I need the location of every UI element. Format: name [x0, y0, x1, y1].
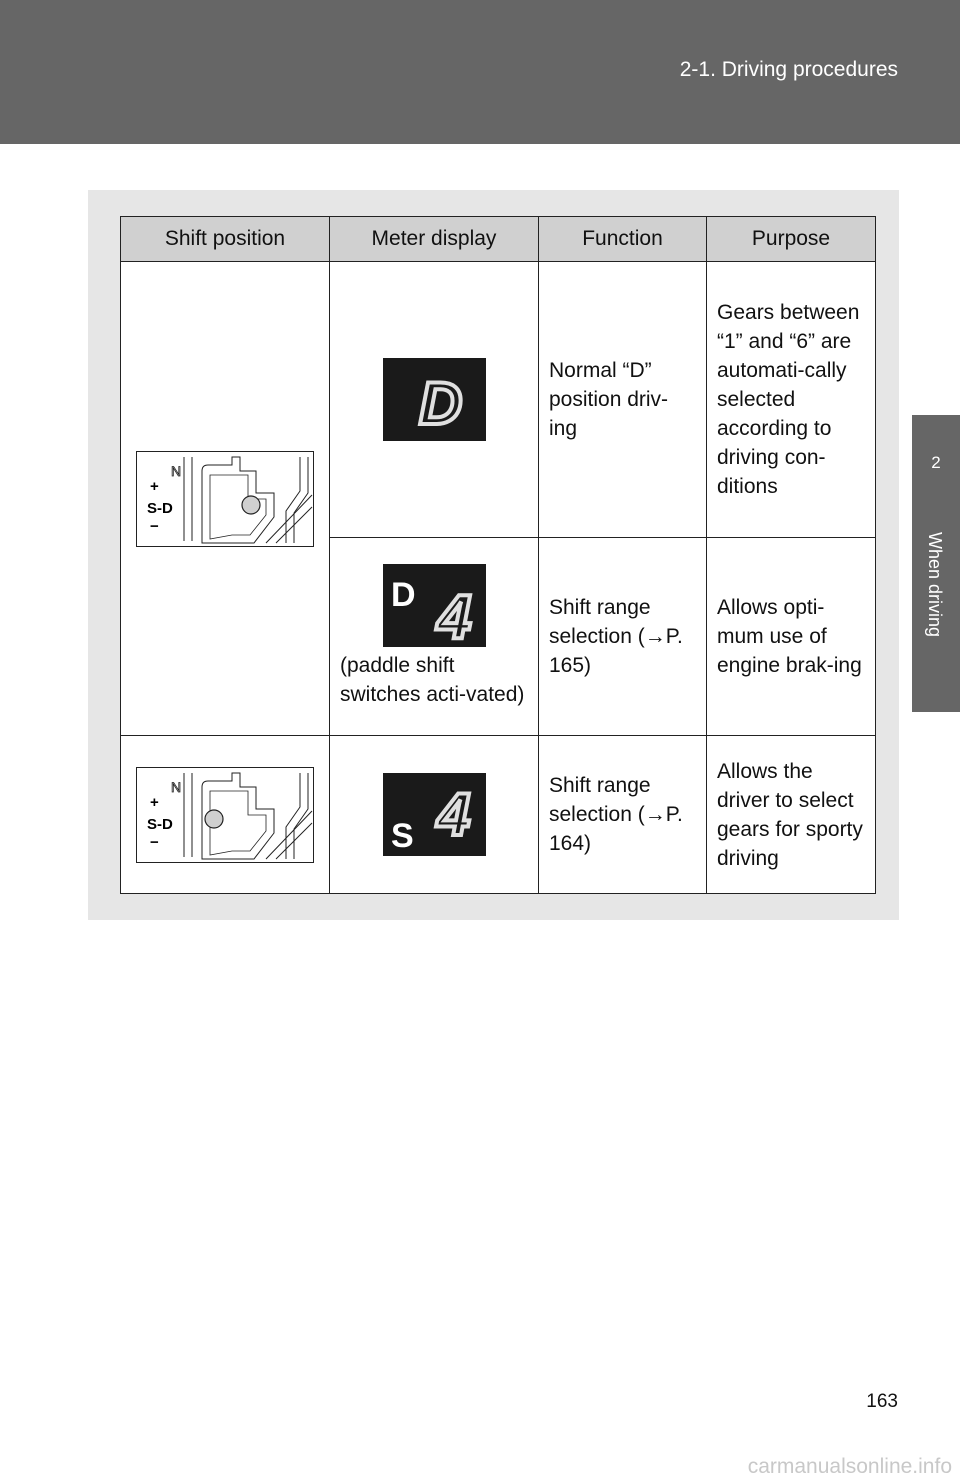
meter-d-glyph: D [390, 576, 416, 614]
selector-minus: − [150, 517, 159, 535]
chapter-tab [912, 415, 960, 518]
header-purpose: Purpose [707, 217, 876, 262]
chapter-label-tab [912, 518, 960, 712]
header-function: Function [539, 217, 707, 262]
purpose-cell: Gears between “1” and “6” are automati-cally selected according to driving con-ditions [707, 262, 876, 538]
shift-table [120, 216, 876, 894]
page-header [0, 0, 960, 144]
table-row [121, 736, 876, 894]
meter-s-glyph: S [390, 817, 414, 855]
selector-n: N [171, 778, 182, 795]
purpose-cell: Allows the driver to select gears for sporty driving [707, 736, 876, 894]
watermark: carmanualsonline.info [747, 1455, 952, 1478]
chapter-number: 2 [931, 453, 941, 472]
meter-4-glyph: 4 [436, 781, 470, 848]
table-header-row [121, 217, 876, 262]
meter-d-display [383, 358, 486, 441]
header-shift-position: Shift position [121, 217, 330, 262]
shift-selector-d-diagram [136, 451, 314, 547]
meter-s4-display [383, 773, 486, 856]
function-cell: Shift range selection (→P. 165) [539, 538, 707, 736]
purpose-cell: Allows opti-mum use of engine brak-ing [707, 538, 876, 736]
selector-plus: + [150, 793, 159, 811]
selector-plus: + [150, 477, 159, 495]
chapter-label: When driving [925, 532, 945, 638]
selector-sd: S-D [147, 815, 173, 833]
meter-d-glyph: D [418, 370, 462, 437]
selector-sd: S-D [147, 499, 173, 517]
selector-n: N [171, 462, 182, 479]
meter-display-cell [330, 736, 539, 894]
meter-d4-display [383, 564, 486, 647]
meter-display-cell [330, 262, 539, 538]
meter-note: (paddle shift switches acti-vated) [340, 654, 525, 706]
shift-selector-s-diagram [136, 767, 314, 863]
function-cell: Shift range selection (→P. 164) [539, 736, 707, 894]
function-cell: Normal “D” position driv-ing [539, 262, 707, 538]
meter-4-glyph: 4 [436, 583, 471, 647]
shift-position-cell [121, 262, 330, 736]
shift-position-cell [121, 736, 330, 894]
page-number: 163 [866, 1391, 898, 1412]
meter-display-cell [330, 538, 539, 736]
table-row [121, 262, 876, 538]
section-title: 2-1. Driving procedures [679, 58, 898, 81]
header-meter-display: Meter display [330, 217, 539, 262]
selector-minus: − [150, 833, 159, 851]
